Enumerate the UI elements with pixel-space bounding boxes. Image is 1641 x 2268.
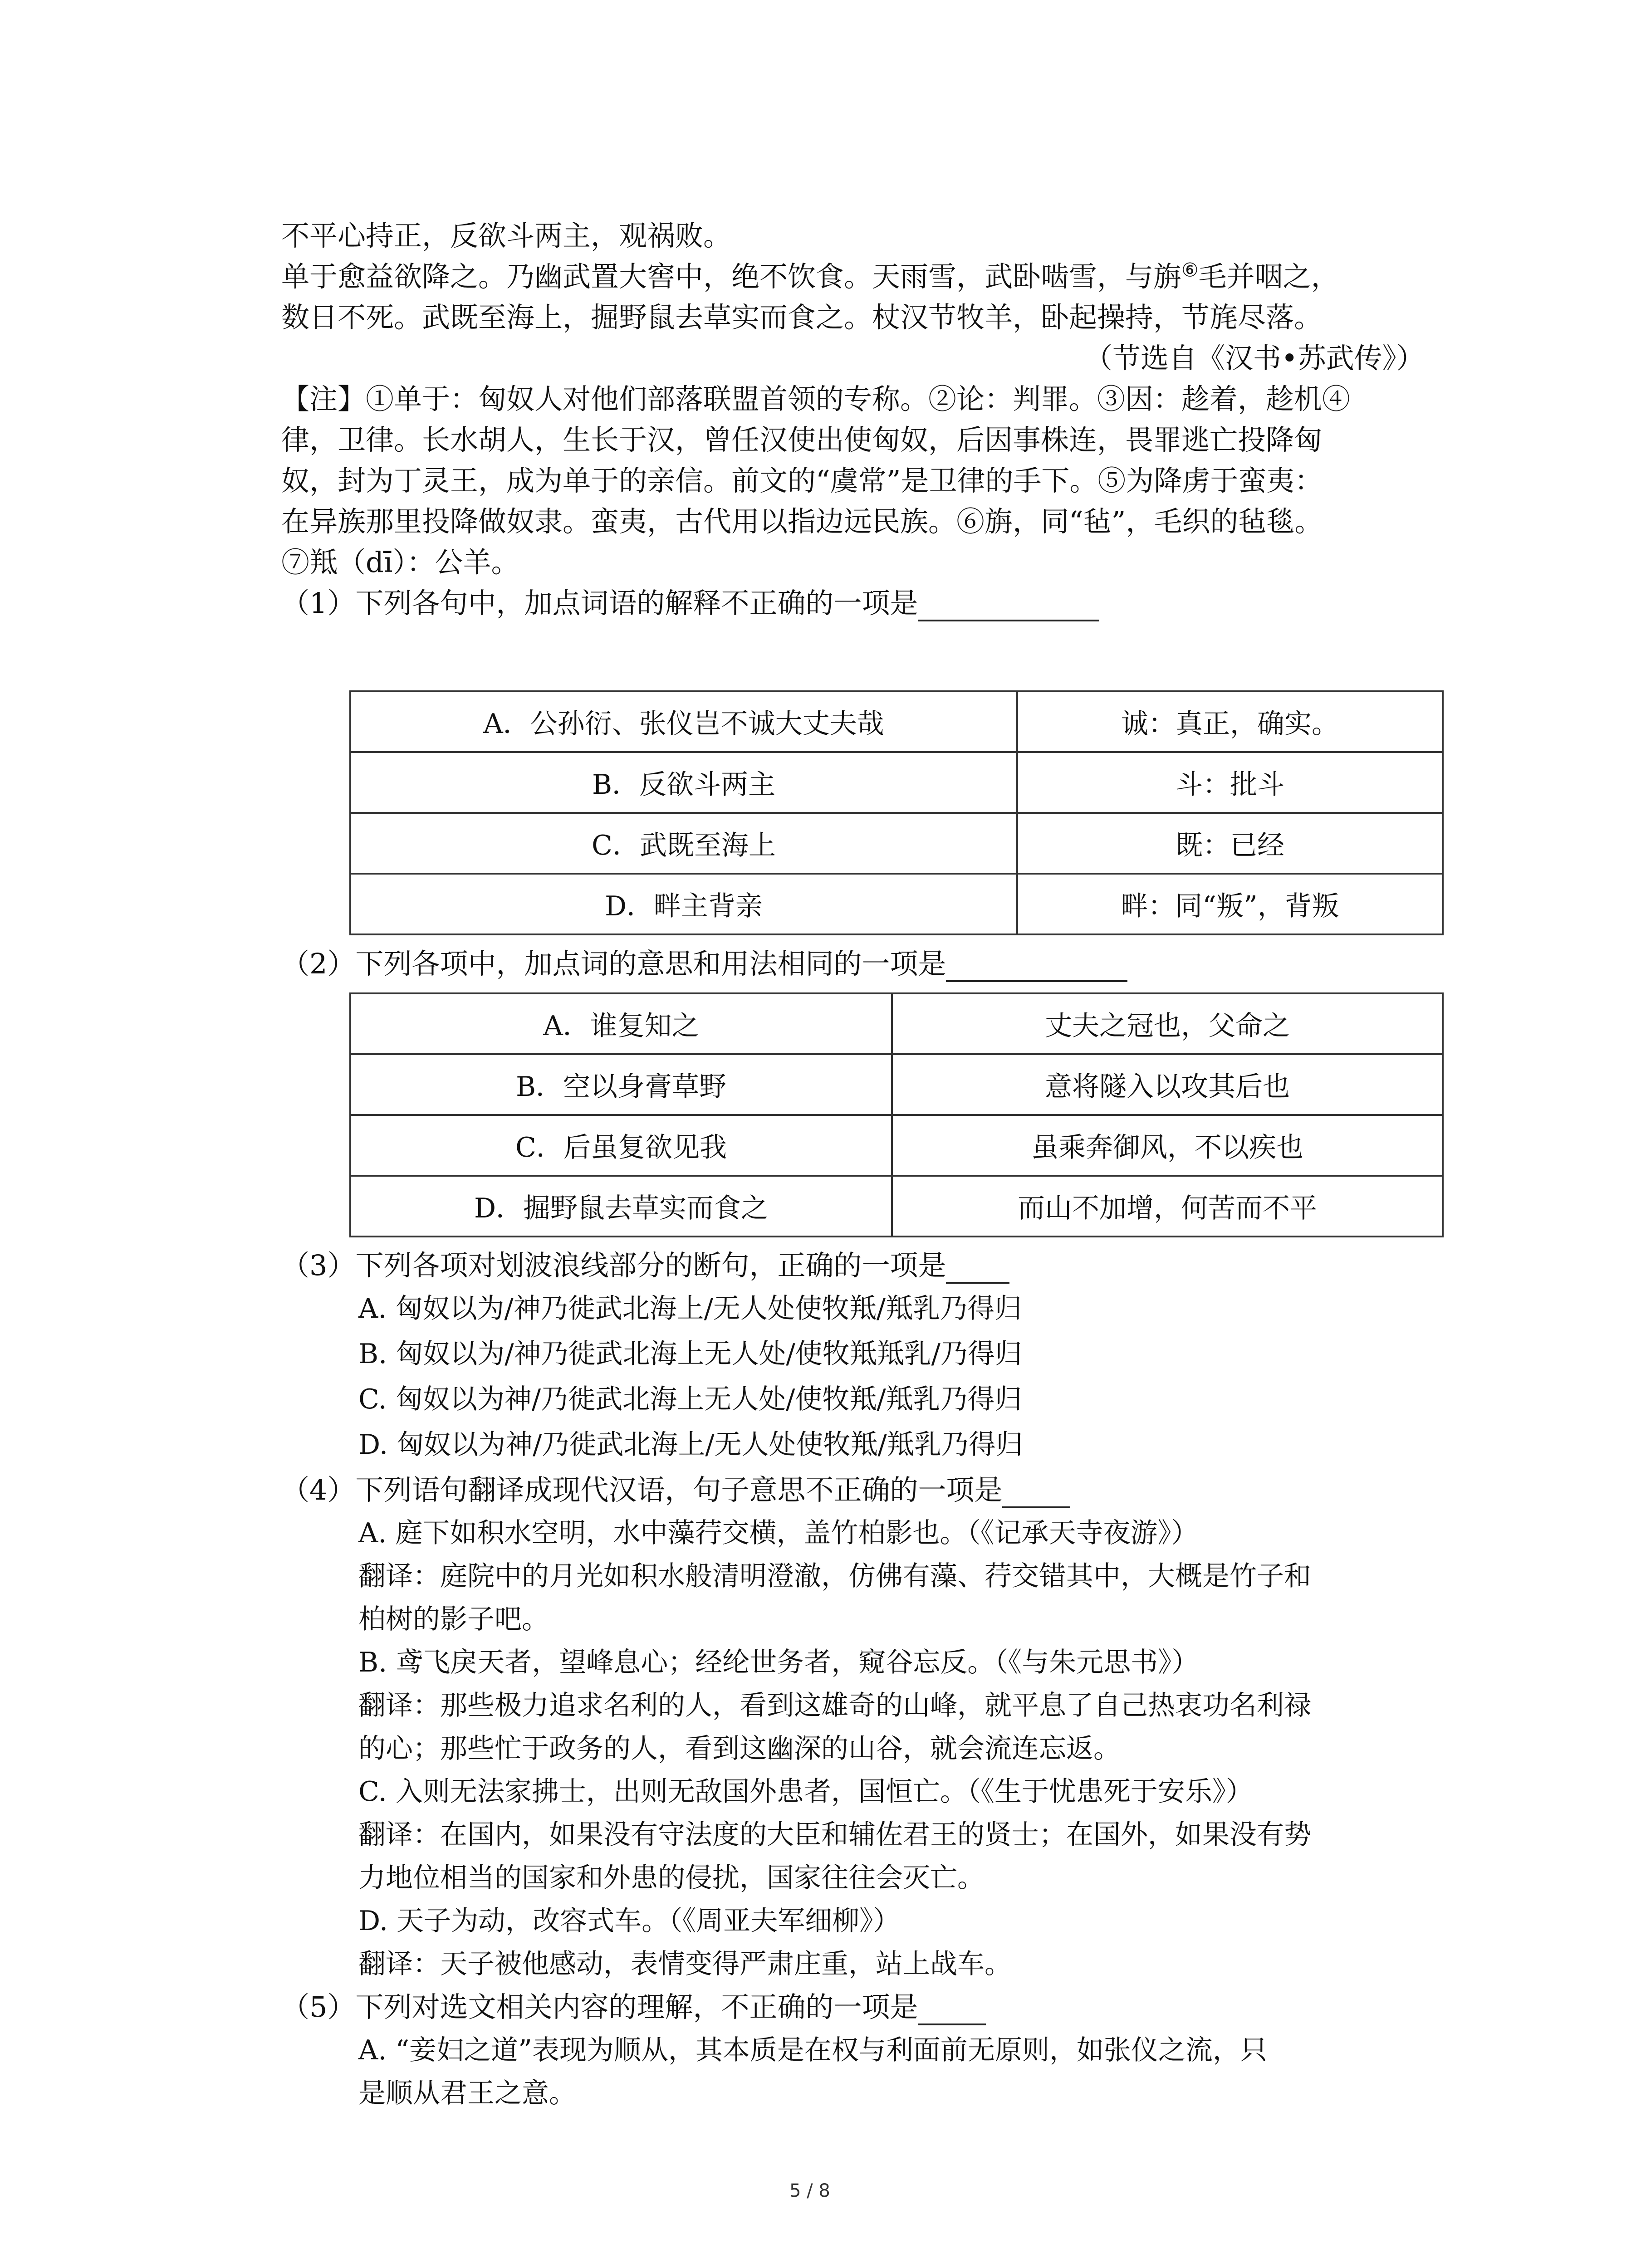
answer-blank[interactable] — [1002, 1479, 1070, 1508]
option-b: B. 鸢飞戾天者，望峰息心；经纶世务者，窥谷忘反。（《与朱元思书》） — [358, 1647, 1199, 1678]
explanation-cell: 畔：同“叛”，背叛 — [1017, 874, 1443, 934]
table-row — [350, 874, 1443, 934]
question-1-table — [349, 690, 1444, 935]
option-cell: C．武既至海上 — [350, 813, 1017, 874]
question-2-stem — [281, 946, 1127, 982]
question-5-stem — [281, 1989, 986, 2025]
translation-line: 力地位相当的国家和外患的侵扰，国家往往会灭亡。 — [358, 1862, 985, 1894]
translation-line: 翻译：庭院中的月光如积水般清明澄澈，仿佛有藻、荇交错其中，大概是竹子和 — [358, 1560, 1311, 1592]
passage-line: 数日不死。武既至海上，掘野鼠去草实而食之。杖汉节牧羊，卧起操持，节旄尽落。 — [281, 301, 1323, 334]
translation-line: 翻译：那些极力追求名利的人，看到这雄奇的山峰，就平息了自己热衷功名利禄 — [358, 1690, 1311, 1721]
compare-cell: 意将隧入以攻其后也 — [892, 1054, 1443, 1115]
table-row — [350, 752, 1443, 813]
question-1-stem — [281, 585, 1099, 621]
note-line: 【注】①单于：匈奴人对他们部落联盟首领的专称。②论：判罪。③因：趁着，趁机④ — [281, 382, 1351, 415]
option-continuation: 是顺从君王之意。 — [358, 2077, 576, 2109]
option-cell: D．掘野鼠去草实而食之 — [350, 1176, 892, 1237]
option-a: A. “妾妇之道”表现为顺从，其本质是在权与利面前无原则，如张仪之流，只 — [358, 2034, 1267, 2066]
option-a: A. 庭下如积水空明，水中藻荇交横，盖竹柏影也。（《记承天寺夜游》） — [358, 1517, 1199, 1549]
option-a: A. 匈奴以为/神乃徙武北海上/无人处使牧羝/羝乳乃得归 — [358, 1293, 1022, 1325]
answer-blank[interactable] — [918, 1996, 986, 2025]
passage-source: （节选自《汉书•苏武传》） — [1084, 342, 1425, 375]
option-c: C. 匈奴以为神/乃徙武北海上无人处/使牧羝/羝乳乃得归 — [358, 1383, 1022, 1415]
table-row — [350, 691, 1443, 752]
translation-line: 的心；那些忙于政务的人，看到这幽深的山谷，就会流连忘返。 — [358, 1733, 1121, 1765]
table-row — [350, 1054, 1443, 1115]
option-cell: C．后虽复欲见我 — [350, 1115, 892, 1176]
translation-line: 柏树的影子吧。 — [358, 1603, 549, 1635]
translation-line: 翻译：在国内，如果没有守法度的大臣和辅佐君王的贤士；在国外，如果没有势 — [358, 1819, 1311, 1851]
answer-blank[interactable] — [946, 953, 1127, 982]
question-text: （3）下列各项对划波浪线部分的断句，正确的一项是 — [281, 1249, 946, 1282]
question-text: （1）下列各句中，加点词语的解释不正确的一项是 — [281, 587, 918, 620]
option-b: B. 匈奴以为/神乃徙武北海上无人处/使牧羝羝乳/乃得归 — [358, 1338, 1022, 1370]
table-row — [350, 993, 1443, 1054]
passage-text: 毛并咽之， — [1198, 260, 1339, 293]
option-cell: A．谁复知之 — [350, 993, 892, 1054]
explanation-cell: 斗：批斗 — [1017, 752, 1443, 813]
note-line: 在异族那里投降做奴隶。蛮夷，古代用以指边远民族。⑥旃，同“毡”，毛织的毡毯。 — [281, 505, 1323, 538]
table-row — [350, 813, 1443, 874]
question-text: （2）下列各项中，加点词的意思和用法相同的一项是 — [281, 947, 946, 980]
answer-blank[interactable] — [918, 592, 1099, 621]
option-cell: B．反欲斗两主 — [350, 752, 1017, 813]
passage-line: 不平心持正，反欲斗两主，观祸败。 — [281, 219, 732, 252]
compare-cell: 丈夫之冠也，父命之 — [892, 993, 1443, 1054]
option-cell: B．空以身膏草野 — [350, 1054, 892, 1115]
compare-cell: 而山不加增，何苦而不平 — [892, 1176, 1443, 1237]
translation-line: 翻译：天子被他感动，表情变得严肃庄重，站上战车。 — [358, 1948, 1012, 1980]
option-d: D. 天子为动，改容式车。（《周亚夫军细柳》） — [358, 1905, 901, 1937]
note-line: 律，卫律。长水胡人，生长于汉，曾任汉使出使匈奴，后因事株连，畏罪逃亡投降匈 — [281, 423, 1323, 456]
explanation-cell: 诚：真正，确实。 — [1017, 691, 1443, 752]
question-3-stem — [281, 1247, 1009, 1284]
answer-blank[interactable] — [946, 1255, 1009, 1284]
question-text: （5）下列对选文相关内容的理解，不正确的一项是 — [281, 1990, 918, 2024]
page-number: 5 / 8 — [789, 2180, 830, 2201]
question-2-table — [349, 992, 1444, 1237]
table-row — [350, 1115, 1443, 1176]
option-cell: D．畔主背亲 — [350, 874, 1017, 934]
option-d: D. 匈奴以为神/乃徙武北海上/无人处使牧羝/羝乳乃得归 — [358, 1429, 1023, 1461]
option-c: C. 入则无法家拂士，出则无敌国外患者，国恒亡。（《生于忧患死于安乐》） — [358, 1776, 1253, 1808]
explanation-cell: 既：已经 — [1017, 813, 1443, 874]
option-cell: A．公孙衍、张仪岂不诚大丈夫哉 — [350, 691, 1017, 752]
question-4-stem — [281, 1472, 1070, 1508]
question-text: （4）下列语句翻译成现代汉语，句子意思不正确的一项是 — [281, 1473, 1003, 1506]
footnote-marker: ⑥ — [1181, 259, 1199, 281]
passage-text: 单于愈益欲降之。乃幽武置大窖中，绝不饮食。天雨雪，武卧啮雪，与旃 — [281, 260, 1182, 293]
passage-line — [281, 259, 1339, 295]
table-row — [350, 1176, 1443, 1237]
compare-cell: 虽乘奔御风，不以疾也 — [892, 1115, 1443, 1176]
note-line: ⑦羝（dī）：公羊。 — [281, 546, 519, 579]
note-line: 奴，封为丁灵王，成为单于的亲信。前文的“虞常”是卫律的手下。⑤为降虏于蛮夷： — [281, 464, 1323, 497]
